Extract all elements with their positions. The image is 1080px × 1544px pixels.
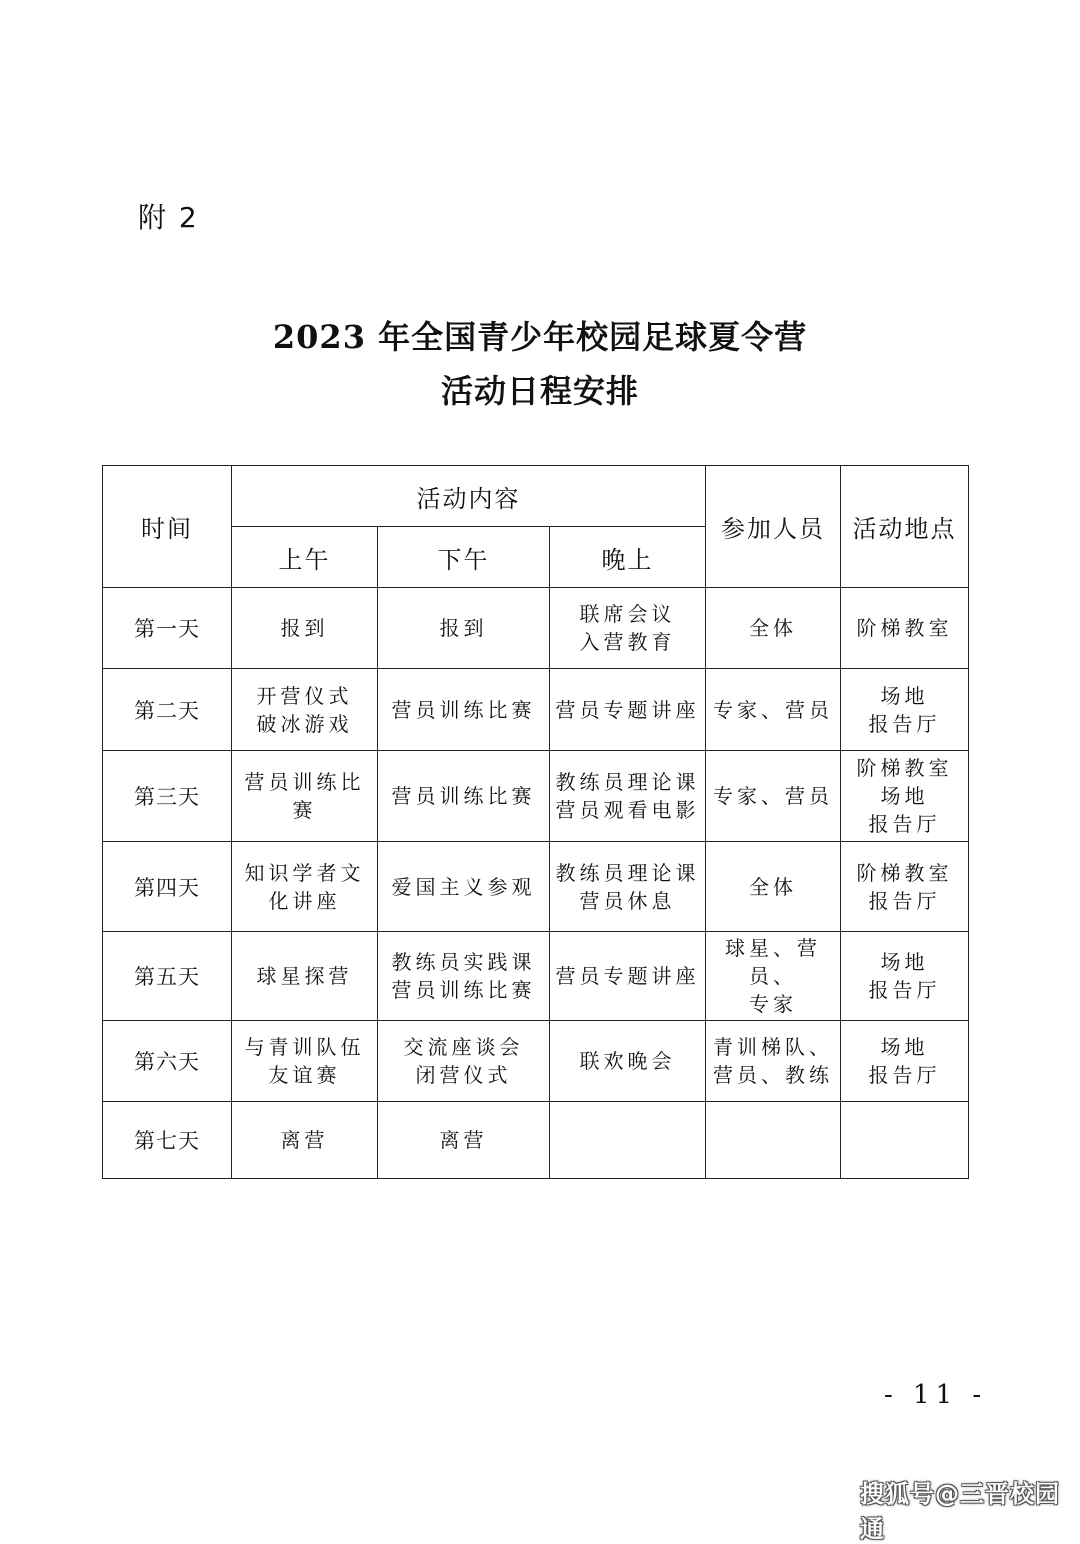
afternoon-cell <box>378 1102 550 1179</box>
location-line: 场地 <box>880 784 929 808</box>
participants-line: 球星、营员、 <box>725 936 822 988</box>
location-cell <box>841 1021 969 1102</box>
table-row <box>103 588 969 669</box>
location-cell <box>841 751 969 842</box>
day-cell: 第七天 <box>103 1102 232 1179</box>
schedule-table <box>102 465 969 1179</box>
location-line: 报告厅 <box>868 812 941 836</box>
evening-cell <box>550 932 706 1021</box>
location-line: 阶梯教室 <box>856 756 953 780</box>
afternoon-cell <box>378 1021 550 1102</box>
participants-cell <box>706 1021 841 1102</box>
watermark: 搜狐号@三晋校园通 <box>860 1480 1060 1543</box>
schedule-body <box>103 588 969 1179</box>
afternoon-cell <box>378 669 550 751</box>
participants-cell <box>706 932 841 1021</box>
afternoon-line: 营员训练比赛 <box>391 784 536 808</box>
evening-line: 营员休息 <box>579 888 676 913</box>
day-cell: 第三天 <box>103 751 232 842</box>
table-row <box>103 1021 969 1102</box>
table-row <box>103 751 969 842</box>
location-cell <box>841 842 969 932</box>
location-cell <box>841 588 969 669</box>
participants-line: 专家 <box>749 992 798 1016</box>
participants-cell <box>706 588 841 669</box>
day-cell: 第六天 <box>103 1021 232 1102</box>
location-cell <box>841 932 969 1021</box>
header-afternoon: 下午 <box>378 527 550 588</box>
morning-line: 化讲座 <box>268 888 341 913</box>
location-line: 报告厅 <box>868 1063 941 1087</box>
participants-line: 营员、教练 <box>713 1063 834 1087</box>
location-line: 场地 <box>880 683 929 708</box>
morning-line: 知识学者文 <box>244 860 365 885</box>
page-number: - 11 - <box>884 1380 988 1410</box>
afternoon-line: 营员训练比赛 <box>391 697 536 722</box>
morning-cell <box>232 842 378 932</box>
afternoon-line: 教练员实践课 <box>391 950 536 974</box>
annex-label: 附 2 <box>138 201 199 234</box>
header-location: 活动地点 <box>841 466 969 588</box>
table-row <box>103 669 969 751</box>
evening-line: 营员观看电影 <box>555 798 700 822</box>
header-participants: 参加人员 <box>706 466 841 588</box>
evening-cell <box>550 1021 706 1102</box>
participants-line: 专家、营员 <box>713 697 834 722</box>
afternoon-line: 交流座谈会 <box>403 1035 524 1059</box>
morning-line: 开营仪式 <box>256 683 353 708</box>
afternoon-cell <box>378 932 550 1021</box>
header-evening: 晚上 <box>550 527 706 588</box>
morning-line: 离营 <box>280 1128 329 1152</box>
afternoon-cell <box>378 588 550 669</box>
location-line: 阶梯教室 <box>856 860 953 885</box>
location-cell <box>841 1102 969 1179</box>
evening-cell <box>550 669 706 751</box>
evening-cell <box>550 1102 706 1179</box>
afternoon-line: 离营 <box>439 1128 488 1152</box>
evening-line: 入营教育 <box>579 630 676 654</box>
participants-line: 全体 <box>749 874 798 899</box>
morning-cell <box>232 588 378 669</box>
morning-line: 球星探营 <box>256 964 353 988</box>
participants-cell <box>706 669 841 751</box>
morning-line: 营员训练比 <box>244 770 365 794</box>
location-cell <box>841 669 969 751</box>
day-cell: 第二天 <box>103 669 232 751</box>
location-line: 报告厅 <box>868 888 941 913</box>
evening-line: 营员专题讲座 <box>555 964 700 988</box>
evening-line: 联席会议 <box>579 602 676 626</box>
morning-cell <box>232 1021 378 1102</box>
header-time: 时间 <box>103 466 232 588</box>
evening-cell <box>550 588 706 669</box>
morning-cell <box>232 751 378 842</box>
afternoon-cell <box>378 751 550 842</box>
afternoon-line: 爱国主义参观 <box>391 874 536 899</box>
table-row <box>103 842 969 932</box>
evening-line: 教练员理论课 <box>555 860 700 885</box>
header-activity-content: 活动内容 <box>232 466 706 527</box>
evening-cell <box>550 842 706 932</box>
morning-line: 友谊赛 <box>268 1063 341 1087</box>
morning-line: 赛 <box>292 798 317 822</box>
day-cell: 第五天 <box>103 932 232 1021</box>
evening-line: 联欢晚会 <box>579 1049 676 1073</box>
afternoon-line: 闭营仪式 <box>415 1063 512 1087</box>
afternoon-line: 营员训练比赛 <box>391 978 536 1002</box>
location-line: 报告厅 <box>868 978 941 1002</box>
morning-cell <box>232 669 378 751</box>
location-line: 场地 <box>880 950 929 974</box>
morning-line: 报到 <box>280 616 329 640</box>
participants-line: 专家、营员 <box>713 784 834 808</box>
participants-line: 全体 <box>749 616 798 640</box>
header-morning: 上午 <box>232 527 378 588</box>
location-line: 报告厅 <box>868 711 941 736</box>
table-row <box>103 1102 969 1179</box>
participants-cell <box>706 751 841 842</box>
day-cell: 第一天 <box>103 588 232 669</box>
morning-line: 破冰游戏 <box>256 711 353 736</box>
day-cell: 第四天 <box>103 842 232 932</box>
evening-cell <box>550 751 706 842</box>
morning-line: 与青训队伍 <box>244 1035 365 1059</box>
page-subtitle: 活动日程安排 <box>440 372 639 410</box>
evening-line: 营员专题讲座 <box>555 697 700 722</box>
table-row <box>103 932 969 1021</box>
morning-cell <box>232 932 378 1021</box>
participants-cell <box>706 1102 841 1179</box>
page-title: 2023 年全国青少年校园足球夏令营 <box>272 318 808 356</box>
evening-line: 教练员理论课 <box>555 770 700 794</box>
afternoon-line: 报到 <box>439 616 488 640</box>
afternoon-cell <box>378 842 550 932</box>
morning-cell <box>232 1102 378 1179</box>
participants-cell <box>706 842 841 932</box>
location-line: 阶梯教室 <box>856 616 953 640</box>
participants-line: 青训梯队、 <box>713 1035 834 1059</box>
location-line: 场地 <box>880 1035 929 1059</box>
